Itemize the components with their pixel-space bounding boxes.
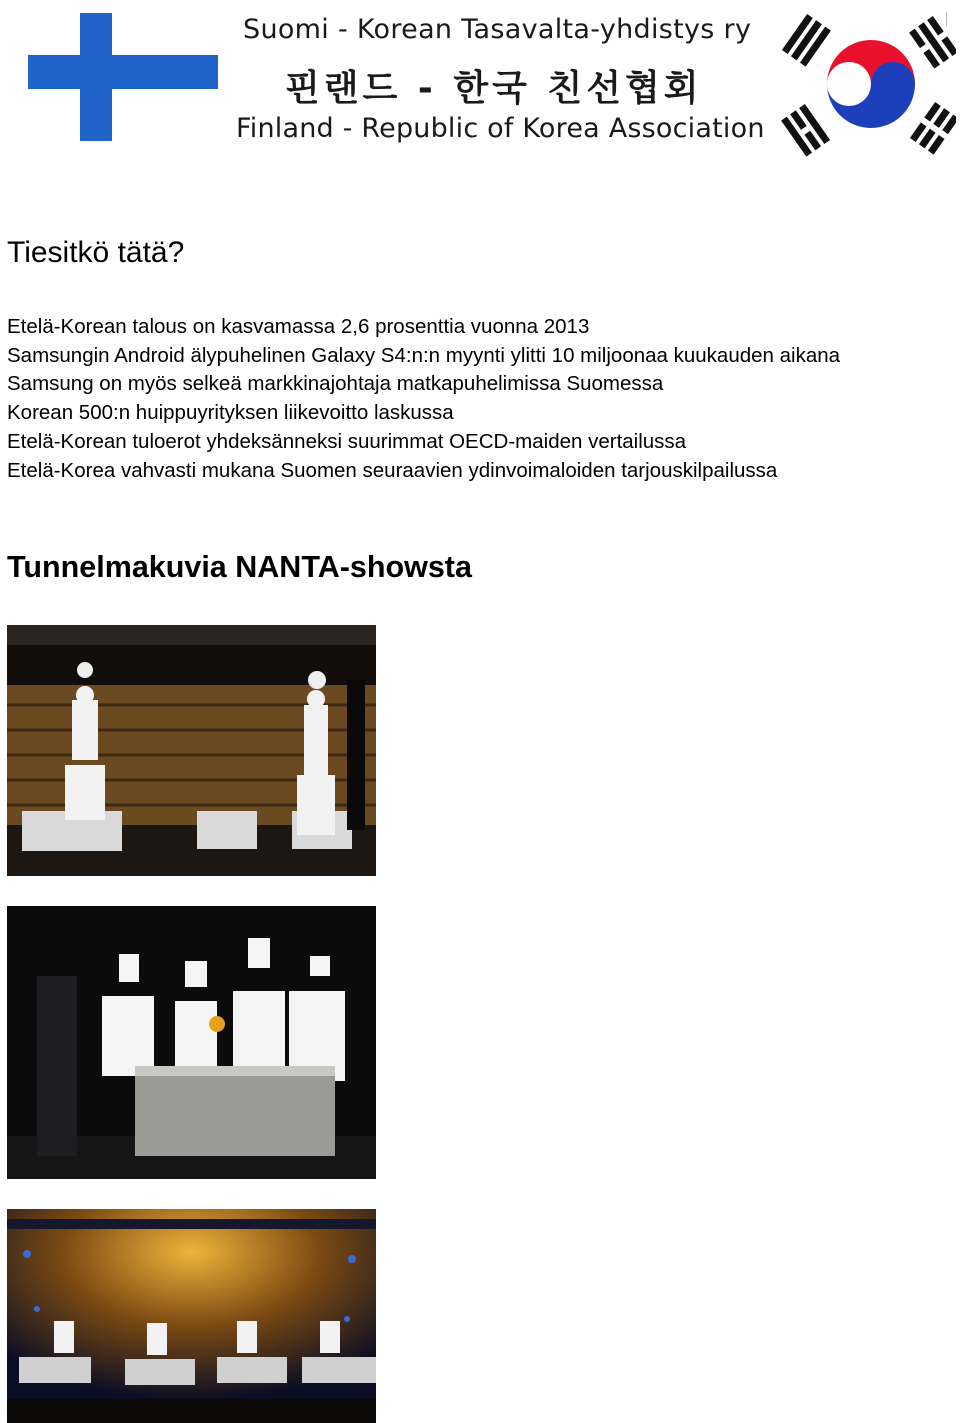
facts-list <box>7 313 957 485</box>
association-name-ko: 핀랜드 - 한국 친선협회 <box>285 68 703 109</box>
gallery-heading: Tunnelmakuvia NANTA-showsta <box>7 550 472 584</box>
stage-performers-photo <box>7 625 376 876</box>
fact-item: Etelä-Korean talous on kasvamassa 2,6 prosenttia vuonna 2013 <box>7 315 590 338</box>
association-banner <box>0 0 960 160</box>
fact-item: Samsungin Android älypuhelinen Galaxy S4:n:n myynti ylitti 10 miljoonaa kuukauden aikana <box>7 343 841 367</box>
fact-item: Etelä-Korea vahvasti mukana Suomen seuraavien ydinvoimaloiden tarjouskilpailussa <box>7 458 778 482</box>
question-heading: Tiesitkö tätä? <box>7 236 185 269</box>
fact-item: Samsung on myös selkeä markkinajohtaja matkapuhelimissa Suomessa <box>7 372 664 396</box>
stage-lights-photo <box>7 1209 376 1423</box>
association-name-en: Finland - Republic of Korea Association <box>236 113 765 144</box>
fact-item: Etelä-Korean tuloerot yhdeksänneksi suurimmat OECD-maiden vertailussa <box>7 429 687 453</box>
finland-flag-logo <box>28 8 248 148</box>
fact-item: Korean 500:n huippuyrityksen liikevoitto laskussa <box>7 401 454 425</box>
association-name-fi: Suomi - Korean Tasavalta-yhdistys ry <box>243 14 752 45</box>
korea-flag-logo <box>776 8 956 158</box>
chefs-cooking-photo <box>7 906 376 1179</box>
